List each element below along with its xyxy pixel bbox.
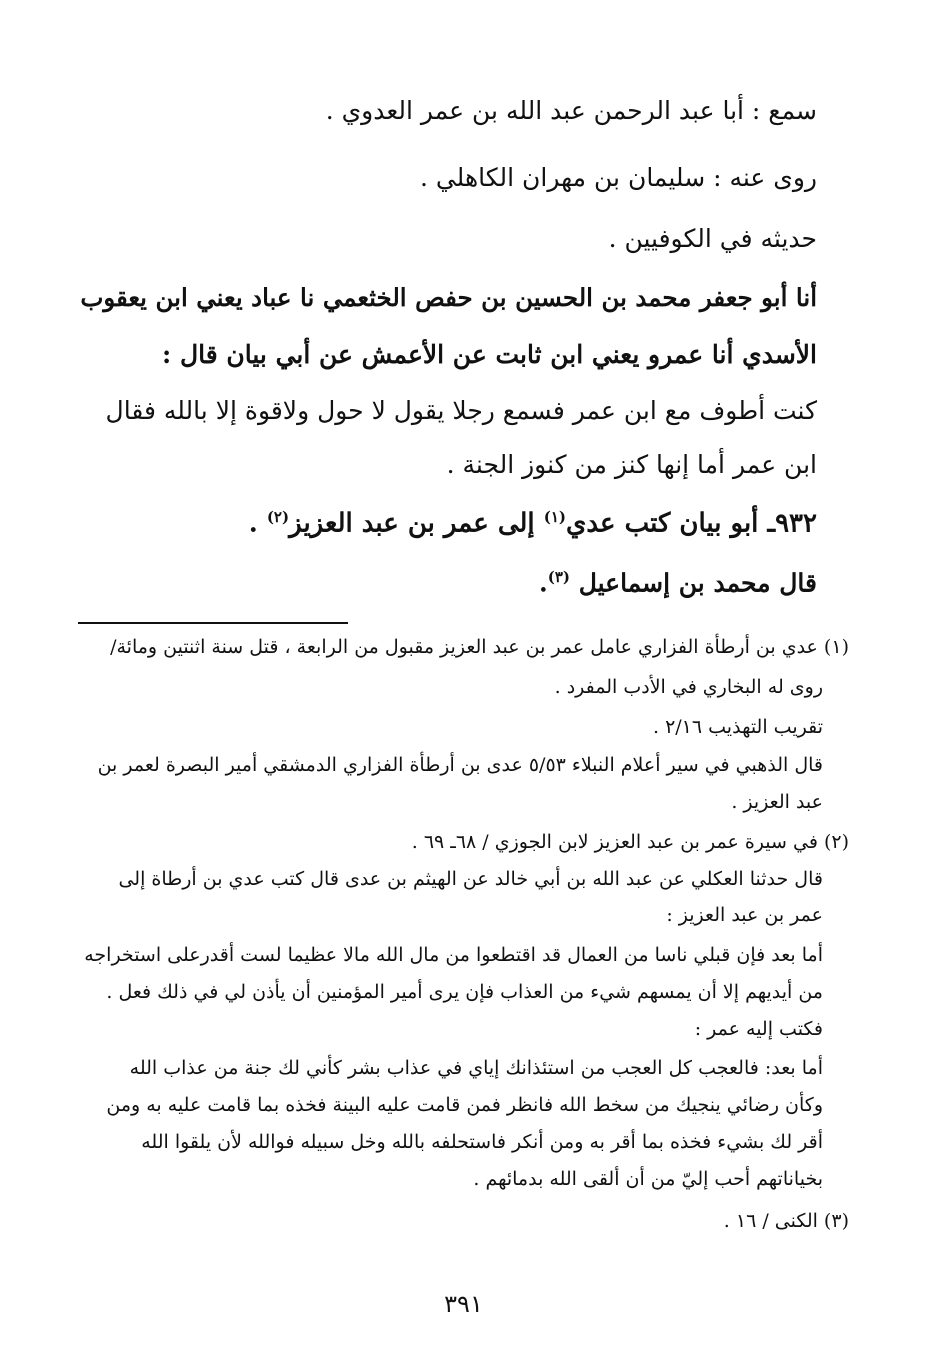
text-line: روى عنه : سليمان بن مهران الكاهلي . — [419, 163, 817, 192]
footnote-3: (٣) الكنى / ١٦ . — [723, 1210, 849, 1232]
footnote-1: (١) عدي بن أرطأة الفزاري عامل عمر بن عبد العزيز مقبول من الرابعة ، قتل سنة اثنتين ومائة/ — [110, 636, 849, 658]
text-line: ابن عمر أما إنها كنز من كنوز الجنة . — [446, 450, 817, 479]
footnote-line: بخياناتهم أحب إليّ من أن ألقى الله بدمائهم . — [473, 1168, 823, 1190]
text-line: كنت أطوف مع ابن عمر فسمع رجلا يقول لا حول ولاقوة إلا بالله فقال — [105, 396, 817, 425]
footnote-line: قال حدثنا العكلي عن عبد الله بن أبي خالد عن الهيثم بن عدى قال كتب عدي بن أرطاة إلى — [118, 868, 823, 890]
text-line: الأسدي أنا عمرو يعني ابن ثابت عن الأعمش عن أبي بيان قال : — [162, 340, 817, 369]
said-text: قال محمد بن إسماعيل — [570, 568, 817, 598]
footnote-marker[interactable]: (٢) — [266, 508, 290, 526]
entry-heading — [249, 508, 817, 539]
footnote-line: أقر لك بشيء فخذه بما أقر به ومن أنكر فاستحلفه بالله وخل سبيله فوالله لأن يلقوا الله — [141, 1131, 823, 1153]
entry-heading-text: إلى عمر بن عبد العزيز — [289, 508, 544, 539]
footnote-line: عبد العزيز . — [731, 791, 823, 813]
text-line: حديثه في الكوفيين . — [608, 224, 817, 253]
footnote-marker[interactable]: (١) — [543, 508, 566, 526]
said-line — [539, 568, 817, 597]
footnote-line: أما بعد فإن قبلي ناسا من العمال قد اقتطعوا من مال الله مالا عظيما لست أقدرعلى استخراجه — [84, 944, 823, 966]
footnote-line: أما بعد: فالعجب كل العجب من استئذانك إياي في عذاب بشر كأني لك جنة من عذاب الله — [129, 1057, 823, 1079]
page-number: ٣٩١ — [444, 1290, 483, 1318]
footnote-line: عمر بن عبد العزيز : — [666, 904, 823, 926]
footnote-marker[interactable]: (٣) — [547, 568, 570, 586]
footnote-2: (٢) في سيرة عمر بن عبد العزيز لابن الجوزي / ٦٨ـ ٦٩ . — [411, 831, 849, 853]
footnote-line: روى له البخاري في الأدب المفرد . — [554, 676, 823, 698]
footnote-separator — [78, 622, 348, 624]
entry-heading-text: ٩٣٢ـ أبو بيان كتب عدي — [566, 508, 817, 539]
said-text: . — [539, 568, 548, 598]
footnote-line: تقريب التهذيب ٢/١٦ . — [652, 716, 823, 738]
entry-heading-text: . — [248, 508, 267, 539]
footnote-line: قال الذهبي في سير أعلام النبلاء ٥/٥٣ عدى بن أرطأة الفزاري الدمشقي أمير البصرة لعمر بن — [97, 754, 823, 776]
text-line: أنا أبو جعفر محمد بن الحسين بن حفص الخثعمي نا عباد يعني ابن يعقوب — [80, 283, 817, 312]
text-line: سمع : أبا عبد الرحمن عبد الله بن عمر العدوي . — [325, 96, 817, 125]
footnote-line: من أيديهم إلا أن يمسهم شيء من العذاب فإن يرى أمير المؤمنين أن يأذن لي في ذلك فعل . — [106, 981, 823, 1003]
footnote-line: وكأن رضائي ينجيك من سخط الله فانظر فمن قامت عليه البينة فخذه بما قامت عليه به ومن — [106, 1094, 823, 1116]
footnote-line: فكتب إليه عمر : — [694, 1018, 823, 1040]
